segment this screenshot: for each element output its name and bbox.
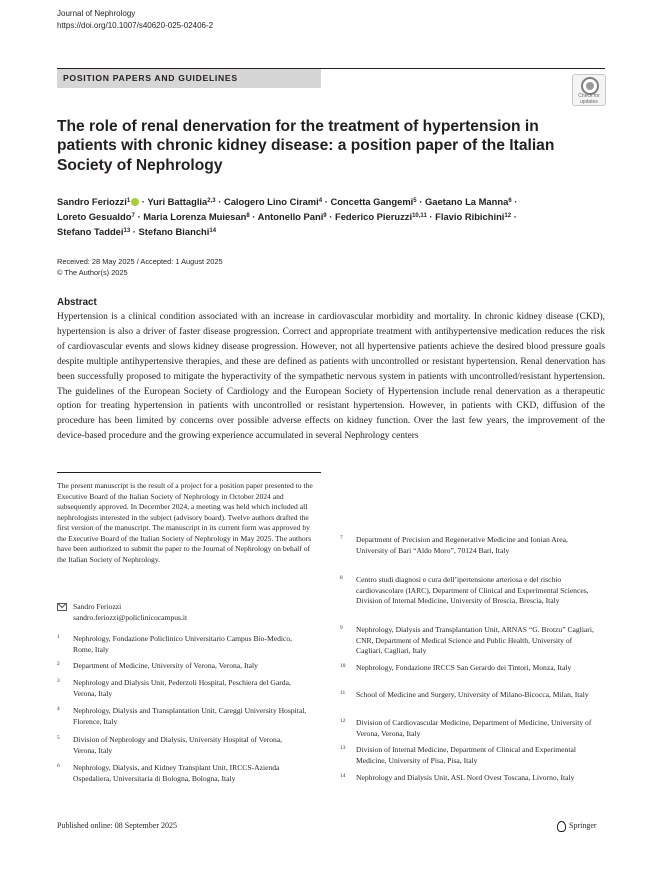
article-title: The role of renal denervation for the treatment of hypertension in patients with chronic kidney disease: a position paper of the Italian Society of Nephrology bbox=[57, 118, 555, 174]
author[interactable]: Flavio Ribichini$^{12}$ bbox=[435, 211, 512, 222]
journal-name: Journal of Nephrology bbox=[57, 9, 136, 18]
affiliation: 5 Division of Nephrology and Dialysis, University Hospital of Verona, Verona, Italy bbox=[57, 735, 283, 755]
affiliation: 10 Nephrology, Fondazione IRCCS San Gerardo dei Tintori, Monza, Italy bbox=[340, 663, 572, 672]
author[interactable]: Concetta Gangemi$^5$ bbox=[330, 196, 417, 207]
affiliation: 8 Centro studi diagnosi e cura dell’ipertensione arteriosa e del rischio cardiovascolare (IARC), Department of Clinical and Experimental Sciences, Division of Internal Medicine, University of Brescia, Brescia, Italy bbox=[340, 575, 589, 605]
affiliation: 11 School of Medicine and Surgery, University of Milano-Bicocca, Milan, Italy bbox=[340, 690, 589, 699]
affiliation: 13 Division of Internal Medicine, Department of Clinical and Experimental Medicine, University of Pisa, Pisa, Italy bbox=[340, 745, 576, 765]
envelope-icon bbox=[57, 603, 67, 611]
contact-email[interactable]: sandro.feriozzi@policlinicocampus.it bbox=[73, 612, 188, 622]
springer-horse-icon bbox=[557, 821, 566, 832]
doi-link[interactable]: https://doi.org/10.1007/s40620-025-02406-2 bbox=[57, 21, 214, 30]
published-date: Published online: 08 September 2025 bbox=[57, 821, 177, 830]
author[interactable]: Sandro Feriozzi$^1$ bbox=[57, 196, 139, 207]
check-for-updates-label: Check for updates bbox=[578, 93, 600, 105]
abstract-body: Hypertension is a clinical condition associated with an increase in cardiovascular morbidity and mortality. In chronic kidney disease (CKD), hypertension is also a driver of faster disease progression. Correct and appropriate treatment with antihypertensive medication reduces the risk of cardiovascular events and slows kidney disease progression. However, not all hypertensive patients achieve the desired blood pressure goals despite multiple antihypertensive therapies, and these are defined as patients with uncontrolled or resistant hypertension. Renal denervation has been successfully proposed to mitigate the hyperactivity of the sympathetic nervous system in patients with uncontrolled/resistant hypertension. The guidelines of the European Society of Cardiology and the European Society of Hypertension include renal denervation as a therapeutic option for treating hypertension in patients with uncontrolled or resistant hypertension. However, in patients with CKD, diffusion of the procedure has been limited by concerns over possible adverse effects on kidney function. Over the last few years, the improvement of the device-based procedure and the growing experience accumulated in several Nephrology centers bbox=[57, 312, 605, 442]
affiliation: 14 Nephrology and Dialysis Unit, ASL Nord Ovest Toscana, Livorno, Italy bbox=[340, 773, 575, 782]
author[interactable]: Maria Lorenza Muiesan$^8$ bbox=[143, 211, 250, 222]
author[interactable]: Stefano Bianchi$^{14}$ bbox=[138, 226, 217, 237]
author[interactable]: Antonello Pani$^9$ bbox=[257, 211, 327, 222]
copyright-notice: © The Author(s) 2025 bbox=[57, 268, 128, 277]
affiliation: 4 Nephrology, Dialysis and Transplantation Unit, Careggi University Hospital, Florence, Italy bbox=[57, 706, 307, 726]
author-list: Sandro Feriozzi$^1$ · Yuri Battaglia$^{2,3}$ · Calogero Lino Cirami$^4$ · Concetta Gangemi$^5$ · Gaetano La Manna$^6$ · Loreto Gesualdo$^7$ · Maria Lorenza Muiesan$^8$ · Antonello Pani$^9$ · Federico Pieruzzi$^{10,11}$ · Flavio Ribichini$^{12}$ · Stefano Taddei$^{13}$ · Stefano Bianchi$^{14}$ bbox=[57, 196, 518, 237]
author[interactable]: Gaetano La Manna$^6$ bbox=[424, 196, 512, 207]
author[interactable]: Stefano Taddei$^{13}$ bbox=[57, 226, 131, 237]
contact-name: Sandro Feriozzi bbox=[73, 602, 122, 611]
manuscript-footnote: The present manuscript is the result of a project for a position paper presented to the Executive Board of the Italian Society of Nephrology in October 2024 and subsequently approved. In December 2024, a meeting was held which included all nephrologists interested in the subject (advisory board). Twelve authors drafted the first version of the manuscript. The manuscript in its current form was approved by the Executive Board of the Italian Society of Nephrology in May 2025. The authors have been authorized to submit the paper to the Journal of Nephrology on behalf of the Italian Society of Nephrology. bbox=[57, 481, 313, 564]
affiliation: 3 Nephrology and Dialysis Unit, Pederzoli Hospital, Peschiera del Garda, Verona, Italy bbox=[57, 678, 291, 698]
affiliation: 6 Nephrology, Dialysis, and Kidney Transplant Unit, IRCCS-Azienda Ospedaliera, Universitaria di Bologna, Bologna, Italy bbox=[57, 763, 280, 783]
check-for-updates-badge[interactable] bbox=[572, 74, 606, 106]
section-label: POSITION PAPERS AND GUIDELINES bbox=[63, 73, 238, 83]
orcid-icon[interactable] bbox=[131, 198, 139, 206]
publisher-logo: Springer bbox=[559, 820, 597, 832]
affiliation: 7 Department of Precision and Regenerative Medicine and Ionian Area, University of Bari “Aldo Moro”, 70124 Bari, Italy bbox=[340, 535, 568, 555]
abstract-heading: Abstract bbox=[57, 297, 97, 308]
affiliation: 1 Nephrology, Fondazione Policlinico Universitario Campus Bio-Medico, Rome, Italy bbox=[57, 634, 293, 654]
corresponding-author bbox=[57, 602, 321, 623]
author[interactable]: Calogero Lino Cirami$^4$ bbox=[223, 196, 323, 207]
author[interactable]: Loreto Gesualdo$^7$ bbox=[57, 211, 135, 222]
author[interactable]: Federico Pieruzzi$^{10,11}$ bbox=[334, 211, 427, 222]
footnote-rule bbox=[57, 472, 321, 473]
affiliation: 12 Division of Cardiovascular Medicine, Department of Medicine, University of Verona, Verona, Italy bbox=[340, 718, 592, 738]
affiliation: 2 Department of Medicine, University of Verona, Verona, Italy bbox=[57, 661, 258, 670]
received-dates: Received: 28 May 2025 / Accepted: 1 August 2025 bbox=[57, 257, 223, 266]
section-banner bbox=[57, 69, 321, 88]
affiliation: 9 Nephrology, Dialysis and Transplantation Unit, ARNAS “G. Brotzu” Cagliari, CNR, Department of Medical Science and Public Health, University of Cagliari, Cagliari, Italy bbox=[340, 625, 594, 655]
author[interactable]: Yuri Battaglia$^{2,3}$ bbox=[147, 196, 216, 207]
